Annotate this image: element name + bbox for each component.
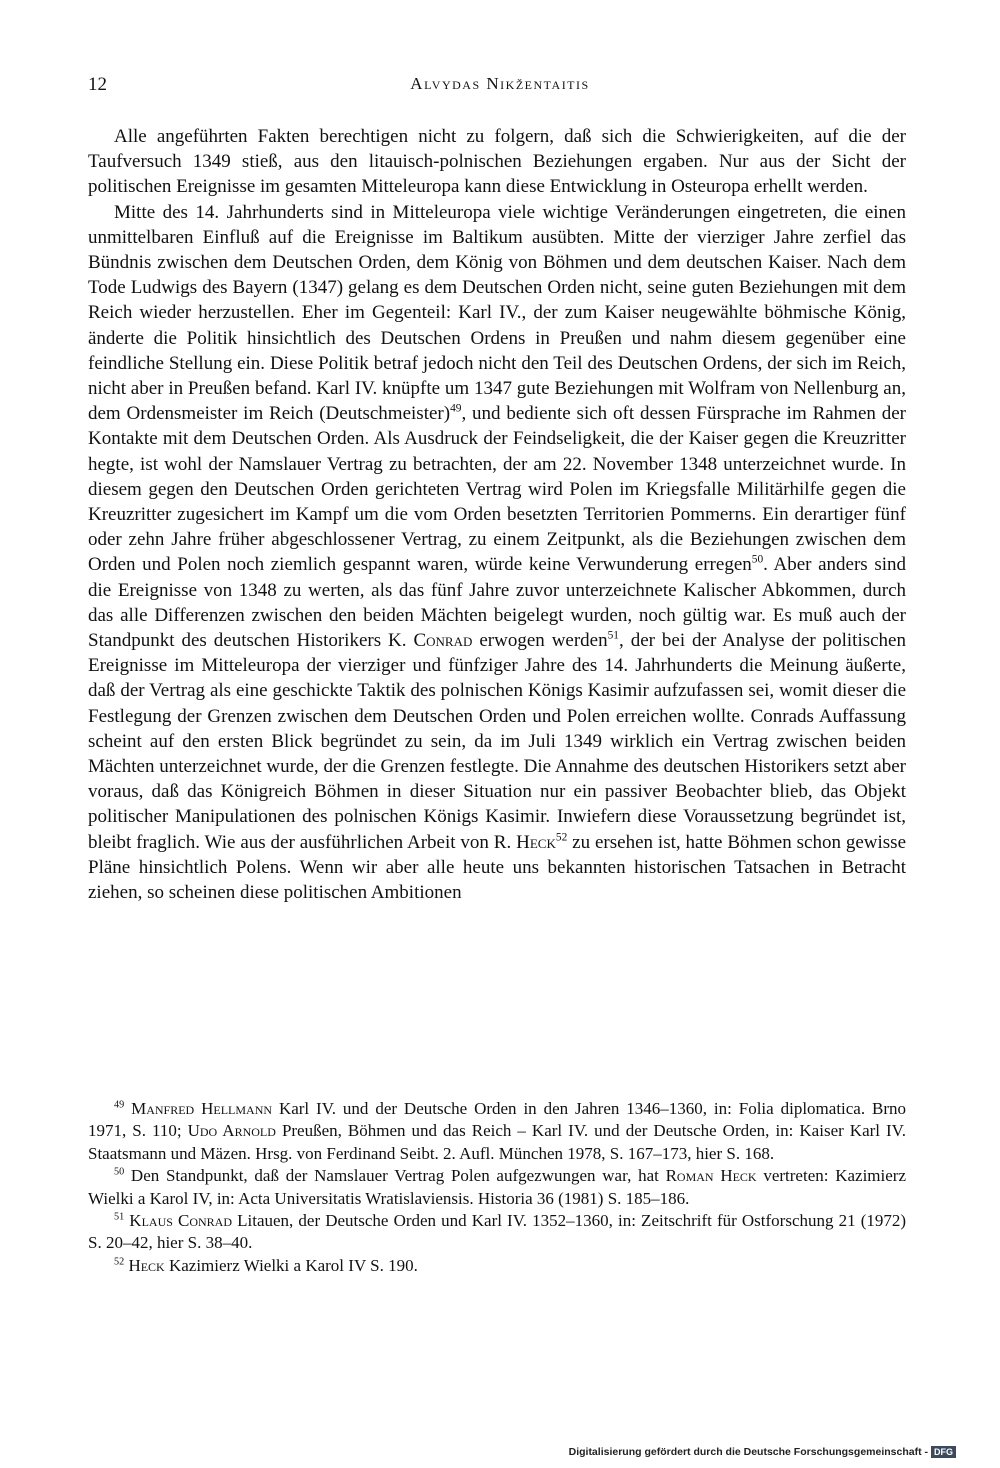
- footnote-52-number: 52: [114, 1256, 125, 1268]
- footnote-52: [88, 1255, 906, 1277]
- paragraph-2-text-e: , der bei der Analyse der politischen Ereignisse im Mitteleuropa der vierziger und fünfziger Jahre des 14. Jahrhunderts die Meinung äußerte, daß der Vertrag als eine geschickte Taktik des polnischen Königs Kasimir aufzufassen sei, womit dieser die Festlegung der Grenzen zwischen dem Deutschen Orden und Polen erreichen wollte. Conrads Auffassung scheint auf den ersten Blick begründet zu sein, da im Juli 1349 wirklich ein Vertrag zwischen beiden Mächten unterzeichnet wurde, der die Grenzen festlegte. Die Annahme des deutschen Historikers setzt aber voraus, daß das Königreich Böhmen in dieser Situation nur ein passiver Beobachter blieb, das Objekt politischer Manipulationen des polnischen Königs Kasimir. Inwiefern diese Voraussetzung begründet ist, bleibt fraglich. Wie aus der ausführlichen Arbeit von R.: [88, 630, 906, 853]
- footnotes: [88, 1098, 906, 1277]
- footnote-49-author-2: Udo Arnold: [187, 1121, 276, 1141]
- paragraph-2-text-d: erwogen werden: [472, 630, 608, 652]
- footnote-50-text-1: Den Standpunkt, daß der Namslauer Vertrag Polen aufgezwungen war, hat: [124, 1166, 666, 1186]
- footnote-51-author: Klaus Conrad: [129, 1211, 233, 1231]
- footnote-49-text-1: Karl IV. und der Deutsche Orden in den Jahren 1346–1360, in: Folia diplomatica. Brno 1971, S. 110;: [88, 1099, 906, 1141]
- footnote-ref-50[interactable]: 50: [751, 554, 764, 567]
- footnote-51: [88, 1210, 906, 1255]
- paragraph-2-text-b: , und bediente sich oft dessen Fürsprache im Rahmen der Kontakte mit dem Deutschen Orden. Als Ausdruck der Feindseligkeit, die der Kaiser gegen die Kreuzritter hegte, ist wohl der Namslauer Vertrag zu betrachten, der am 22. November 1348 unterzeichnet wurde. In diesem gegen den Deutschen Orden gerichteten Vertrag wird Polen im Kriegsfalle Militärhilfe gegen die Kreuzritter zugesichert im Kampf um die vom Orden besetzten Territorien Pommerns. Ein derartiger fünf oder zehn Jahre früher abgeschlossener Vertrag, zu einem Zeitpunkt, als die Beziehungen zwischen dem Orden und Polen noch ziemlich gespannt waren, würde keine Verwunderung erregen: [88, 403, 906, 576]
- footnote-51-number: 51: [114, 1211, 125, 1223]
- running-head: Alvydas Nikžentaitis: [410, 74, 590, 93]
- footnote-50: [88, 1165, 906, 1210]
- paragraph-2: [88, 200, 906, 906]
- author-heck: Heck: [516, 831, 556, 853]
- paragraph-1: Alle angeführten Fakten berechtigen nicht zu folgern, daß sich die Schwierigkeiten, auf die der Taufversuch 1349 stieß, aus den litauisch-polnischen Beziehungen ergaben. Nur aus der Sicht der politischen Ereignisse im gesamten Mitteleuropa kann diese Entwicklung in Osteuropa erhellt werden.: [88, 126, 906, 198]
- footnote-52-author: Heck: [128, 1255, 165, 1275]
- footnote-50-author: Roman Heck: [665, 1166, 757, 1186]
- credit-text: Digitalisierung gefördert durch die Deutsche Forschungsgemeinschaft -: [568, 1446, 928, 1458]
- paragraph-2-text-f: zu ersehen ist, hatte Böhmen schon gewisse Pläne hinsichtlich Polens. Wenn wir aber alle heute uns bekannten historischen Tatsachen in Betracht ziehen, so scheinen diese politischen Ambitionen: [88, 831, 906, 904]
- footnote-50-text-2: vertreten: Kazimierz Wielki a Karol IV, in: Acta Universitatis Wratislaviensis. Historia 36 (1981) S. 185–186.: [88, 1166, 906, 1208]
- footnote-49-text-2: Preußen, Böhmen und das Reich – Karl IV. und der Deutsche Orden, in: Kaiser Karl IV. Staatsmann und Mäzen. Hrsg. von Ferdinand Seibt. 2. Aufl. München 1978, S. 167–173, hier S. 168.: [88, 1121, 907, 1163]
- footnote-51-text: Litauen, der Deutsche Orden und Karl IV. 1352–1360, in: Zeitschrift für Ostforschung 21 (1972) S. 20–42, hier S. 38–40.: [88, 1211, 907, 1253]
- dfg-logo-icon: DFG: [931, 1446, 956, 1458]
- footnote-ref-51[interactable]: 51: [607, 629, 619, 642]
- footnote-ref-49[interactable]: 49: [450, 402, 462, 415]
- footnote-50-number: 50: [114, 1166, 125, 1178]
- footnote-49: [88, 1098, 906, 1165]
- body-text: [88, 124, 906, 905]
- author-conrad: Conrad: [413, 630, 473, 652]
- footnote-49-author-1: Manfred Hellmann: [131, 1099, 273, 1118]
- paragraph-2-text-a: Mitte des 14. Jahrhunderts sind in Mitteleuropa viele wichtige Veränderungen eingetreten, die einen unmittelbaren Einfluß auf die Ereignisse im Baltikum ausübten. Mitte der vierziger Jahre zerfiel das Bündnis zwischen dem Deutschen Orden, dem König von Böhmen und dem deutschen Kaiser. Nach dem Tode Ludwigs des Bayern (1347) gelang es dem Deutschen Orden nicht, seine guten Beziehungen mit dem Reich wieder herzustellen. Eher im Gegenteil: Karl IV., der zum Kaiser neugewählte böhmische König, änderte die Politik hinsichtlich des Deutschen Ordens in Preußen und nahm diesem gegenüber eine feindliche Stellung ein. Diese Politik betraf jedoch nicht den Teil des Deutschen Ordens, der sich im Reich, nicht aber in Preußen befand. Karl IV. knüpfte um 1347 gute Beziehungen mit Wolfram von Nellenburg an, dem Ordensmeister im Reich (Deutschmeister): [88, 201, 906, 425]
- footnote-52-text: Kazimierz Wielki a Karol IV S. 190.: [164, 1255, 418, 1275]
- page-number: 12: [88, 74, 107, 95]
- paragraph-2-text-c: . Aber anders sind die Ereignisse von 1348 zu werten, als das fünf Jahre zuvor unterzeichnete Kalischer Abkommen, durch das alle Differenzen zwischen den beiden Mächten beigelegt wurden, noch gültig war. Es muß auch der Standpunkt des deutschen Historikers K.: [88, 554, 907, 652]
- digitization-credit: [569, 1446, 956, 1458]
- footnote-49-number: 49: [114, 1099, 125, 1111]
- footnote-ref-52[interactable]: 52: [555, 831, 568, 844]
